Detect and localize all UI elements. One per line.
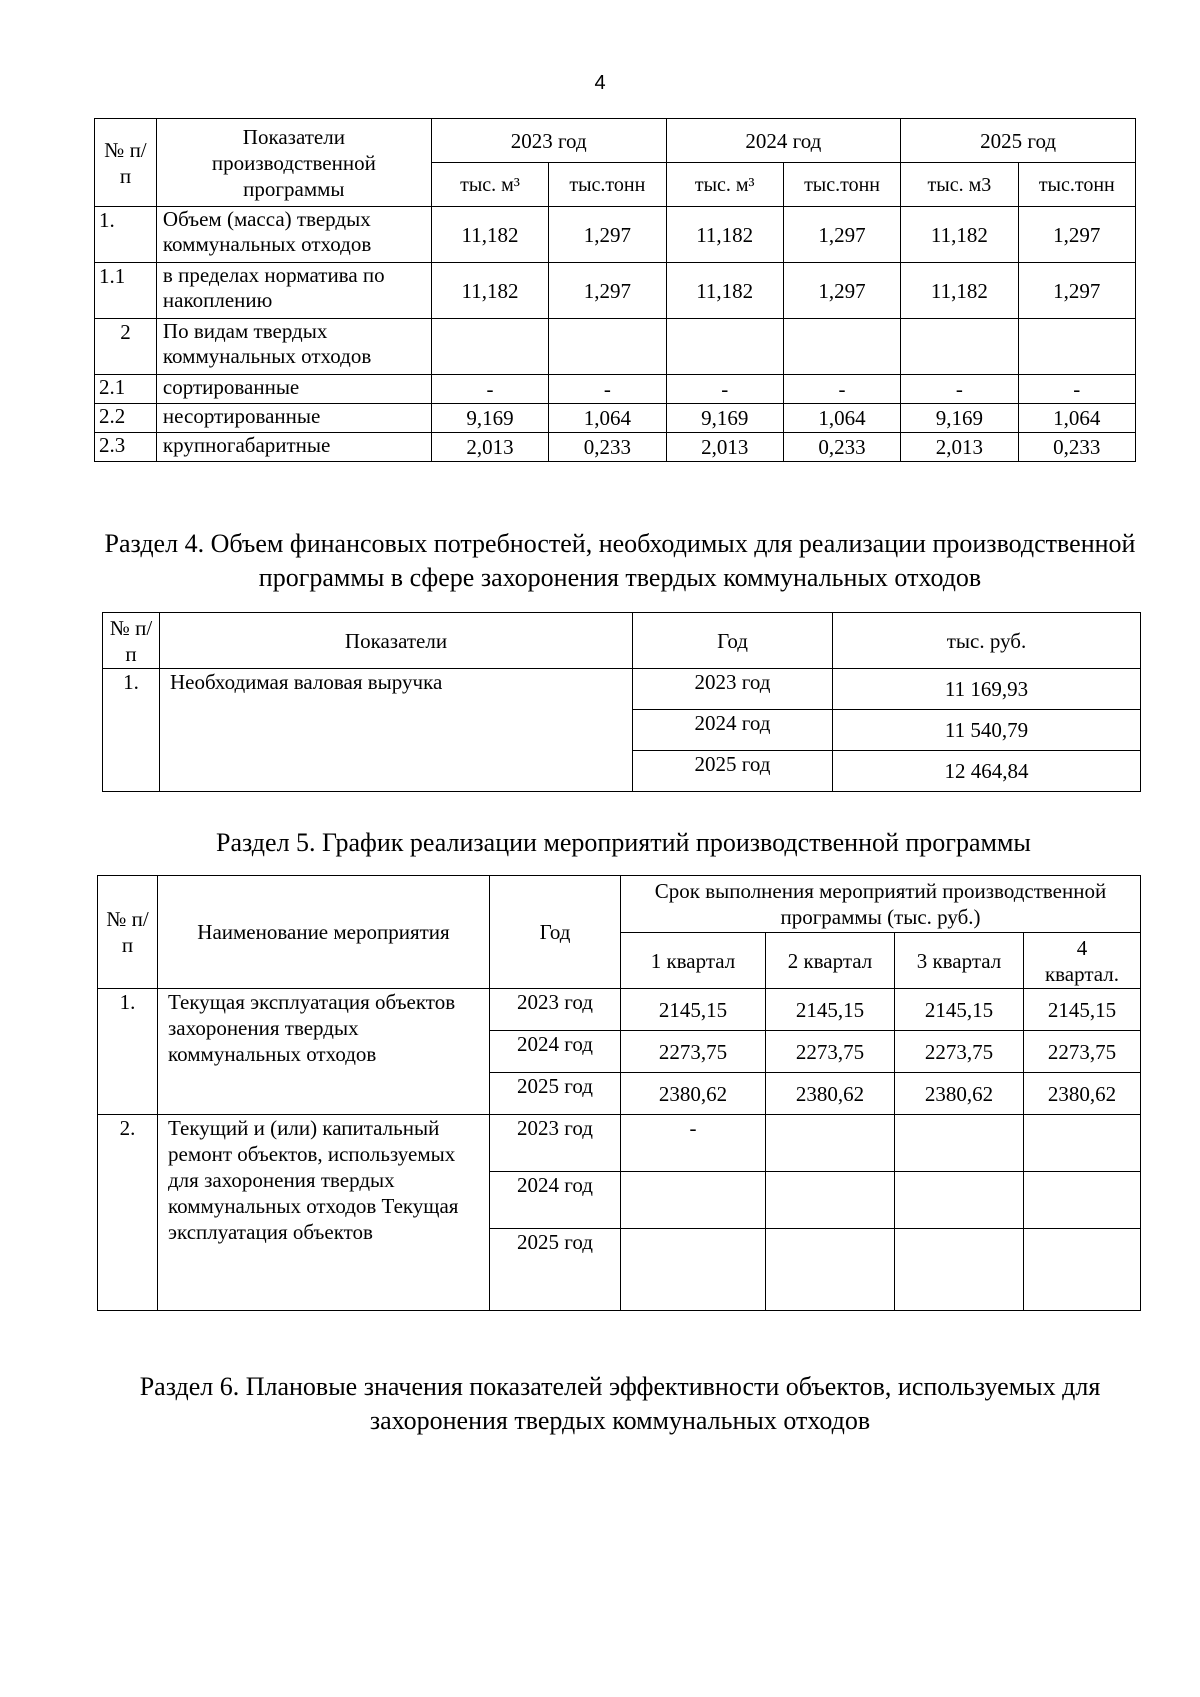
- row-year: 2024 год: [633, 710, 833, 751]
- cell-value: 1,064: [783, 404, 900, 433]
- header-unit: тыс.тонн: [1018, 163, 1135, 207]
- header-year-2023: 2023 год: [431, 119, 666, 163]
- cell-value: 2380,62: [895, 1073, 1024, 1115]
- cell-value: -: [666, 375, 783, 404]
- cell-value: [783, 319, 900, 375]
- cell-value: [1024, 1172, 1141, 1229]
- cell-value: [666, 319, 783, 375]
- cell-value: 11 169,93: [833, 669, 1141, 710]
- cell-value: 1,297: [1018, 207, 1135, 263]
- cell-value: 11,182: [901, 263, 1018, 319]
- cell-value: 2380,62: [621, 1073, 766, 1115]
- row-num: 2.: [98, 1115, 158, 1311]
- row-year: 2023 год: [490, 1115, 621, 1172]
- cell-value: -: [783, 375, 900, 404]
- cell-value: 2273,75: [895, 1031, 1024, 1073]
- header-num: № п/п: [98, 876, 158, 989]
- header-quarter: 3 квартал: [895, 933, 1024, 989]
- header-indicator: Показатели: [160, 613, 633, 669]
- cell-value: 1,064: [549, 404, 666, 433]
- cell-value: 1,297: [783, 263, 900, 319]
- row-name: Текущий и (или) капитальный ремонт объектов, используемых для захоронения твердых коммунальных отходов Текущая эксплуатация объектов: [158, 1115, 490, 1311]
- row-num: 2.1: [95, 375, 157, 404]
- header-name: Наименование мероприятия: [158, 876, 490, 989]
- row-name: Объем (масса) твердых коммунальных отходов: [156, 207, 431, 263]
- table-row: [95, 433, 1136, 462]
- cell-value: 9,169: [431, 404, 548, 433]
- table-row: [98, 1115, 1141, 1172]
- cell-value: 2145,15: [621, 989, 766, 1031]
- cell-value: 2,013: [901, 433, 1018, 462]
- cell-value: 11,182: [666, 207, 783, 263]
- table-row: [95, 207, 1136, 263]
- header-num: № п/п: [103, 613, 160, 669]
- cell-value: [895, 1115, 1024, 1172]
- cell-value: 11,182: [431, 263, 548, 319]
- header-unit: тыс.тонн: [783, 163, 900, 207]
- cell-value: -: [431, 375, 548, 404]
- header-unit: тыс.тонн: [549, 163, 666, 207]
- header-year-2024: 2024 год: [666, 119, 901, 163]
- row-name: По видам твердых коммунальных отходов: [156, 319, 431, 375]
- cell-value: [1024, 1115, 1141, 1172]
- header-unit: тыс. м³: [431, 163, 548, 207]
- cell-value: [1018, 319, 1135, 375]
- header-quarter: 4 квартал.: [1024, 933, 1141, 989]
- header-year: Год: [633, 613, 833, 669]
- table-row: [103, 669, 1141, 710]
- cell-value: 2,013: [431, 433, 548, 462]
- table-row: [98, 989, 1141, 1031]
- header-num: № п/п: [95, 119, 157, 207]
- cell-value: 12 464,84: [833, 751, 1141, 792]
- table-row: [95, 404, 1136, 433]
- header-term: Срок выполнения мероприятий производственной программы (тыс. руб.): [621, 876, 1141, 933]
- cell-value: -: [901, 375, 1018, 404]
- row-year: 2025 год: [490, 1073, 621, 1115]
- cell-value: -: [621, 1115, 766, 1172]
- cell-value: [431, 319, 548, 375]
- row-name: Текущая эксплуатация объектов захоронения твердых коммунальных отходов: [158, 989, 490, 1115]
- header-indicator: Показатели производственной программы: [156, 119, 431, 207]
- cell-value: 11,182: [901, 207, 1018, 263]
- cell-value: 2,013: [666, 433, 783, 462]
- cell-value: 1,297: [549, 207, 666, 263]
- cell-value: [895, 1172, 1024, 1229]
- cell-value: 1,297: [783, 207, 900, 263]
- cell-value: [549, 319, 666, 375]
- row-num: 1.: [103, 669, 160, 792]
- header-quarter: 2 квартал: [766, 933, 895, 989]
- schedule-table: [97, 875, 1141, 1311]
- row-num: 1.1: [95, 263, 157, 319]
- header-unit: тыс. руб.: [833, 613, 1141, 669]
- cell-value: 2380,62: [1024, 1073, 1141, 1115]
- row-year: 2025 год: [490, 1229, 621, 1311]
- cell-value: 2145,15: [895, 989, 1024, 1031]
- cell-value: 0,233: [783, 433, 900, 462]
- cell-value: -: [1018, 375, 1135, 404]
- cell-value: 1,297: [1018, 263, 1135, 319]
- cell-value: 2145,15: [1024, 989, 1141, 1031]
- row-year: 2024 год: [490, 1031, 621, 1073]
- cell-value: 9,169: [666, 404, 783, 433]
- cell-value: 9,169: [901, 404, 1018, 433]
- table-row: [95, 375, 1136, 404]
- row-name: крупногабаритные: [156, 433, 431, 462]
- table-row: [95, 319, 1136, 375]
- row-name: сортированные: [156, 375, 431, 404]
- row-year: 2023 год: [633, 669, 833, 710]
- production-volume-table: [94, 118, 1136, 462]
- row-name: несортированные: [156, 404, 431, 433]
- row-year: 2024 год: [490, 1172, 621, 1229]
- row-name: Необходимая валовая выручка: [160, 669, 633, 792]
- section-4-title: Раздел 4. Объем финансовых потребностей, необходимых для реализации производственной программы в сфере захоронения твердых коммунальных отходов: [104, 529, 1136, 592]
- cell-value: 2273,75: [1024, 1031, 1141, 1073]
- table-row: [95, 263, 1136, 319]
- row-num: 2: [95, 319, 157, 375]
- row-num: 2.2: [95, 404, 157, 433]
- row-num: 1.: [98, 989, 158, 1115]
- cell-value: 11,182: [431, 207, 548, 263]
- header-unit: тыс. м3: [901, 163, 1018, 207]
- cell-value: 1,064: [1018, 404, 1135, 433]
- section-5-title: Раздел 5. График реализации мероприятий производственной программы: [216, 828, 1031, 857]
- cell-value: [901, 319, 1018, 375]
- row-name: в пределах норматива по накоплению: [156, 263, 431, 319]
- row-num: 2.3: [95, 433, 157, 462]
- row-year: 2025 год: [633, 751, 833, 792]
- cell-value: 1,297: [549, 263, 666, 319]
- cell-value: 0,233: [1018, 433, 1135, 462]
- financial-needs-table: [102, 612, 1141, 792]
- cell-value: 2273,75: [621, 1031, 766, 1073]
- header-year: Год: [490, 876, 621, 989]
- cell-value: 2145,15: [766, 989, 895, 1031]
- row-num: 1.: [95, 207, 157, 263]
- cell-value: [621, 1229, 766, 1311]
- cell-value: [766, 1172, 895, 1229]
- header-year-2025: 2025 год: [901, 119, 1136, 163]
- page-number: 4: [594, 72, 606, 94]
- cell-value: [766, 1229, 895, 1311]
- cell-value: [621, 1172, 766, 1229]
- cell-value: 11,182: [666, 263, 783, 319]
- cell-value: [766, 1115, 895, 1172]
- cell-value: 11 540,79: [833, 710, 1141, 751]
- cell-value: 0,233: [549, 433, 666, 462]
- row-year: 2023 год: [490, 989, 621, 1031]
- section-6-title: Раздел 6. Плановые значения показателей эффективности объектов, используемых для захоронения твердых коммунальных отходов: [139, 1372, 1101, 1435]
- cell-value: -: [549, 375, 666, 404]
- cell-value: [1024, 1229, 1141, 1311]
- cell-value: 2273,75: [766, 1031, 895, 1073]
- header-quarter: 1 квартал: [621, 933, 766, 989]
- cell-value: [895, 1229, 1024, 1311]
- header-unit: тыс. м³: [666, 163, 783, 207]
- cell-value: 2380,62: [766, 1073, 895, 1115]
